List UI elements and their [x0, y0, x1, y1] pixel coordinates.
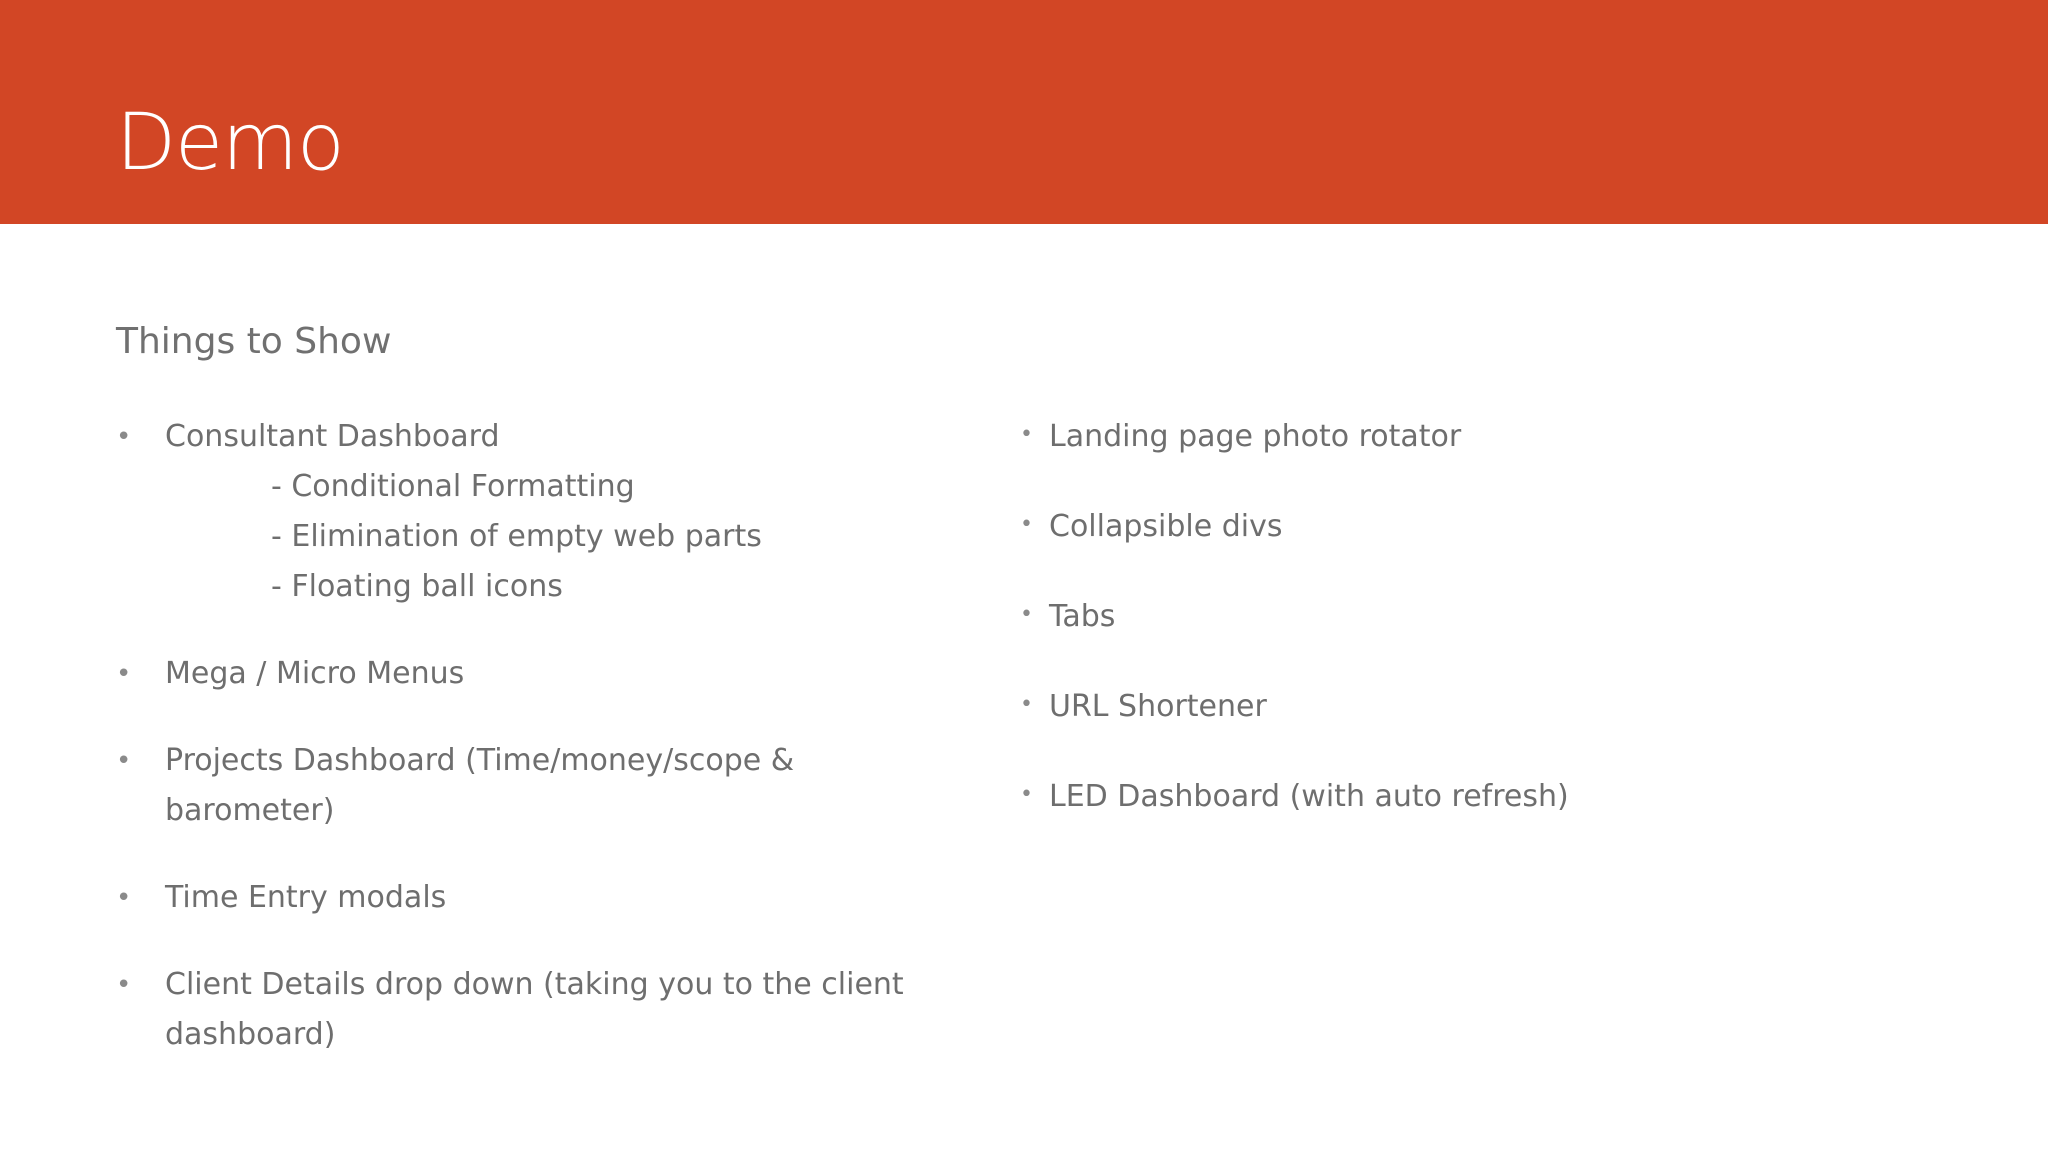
- list-item-label: Tabs: [1049, 599, 1116, 634]
- sub-list-item: - Conditional Formatting: [271, 469, 635, 504]
- list-item-label: Landing page photo rotator: [1049, 419, 1462, 454]
- bullet-icon: •: [116, 746, 132, 776]
- list-item: [116, 736, 966, 836]
- list-item-label: Projects Dashboard (Time/money/scope & barometer): [165, 743, 795, 828]
- list-item: [1020, 502, 1920, 552]
- list-item: [1020, 592, 1920, 642]
- bullet-icon: •: [1020, 782, 1033, 807]
- bullet-icon: •: [1020, 602, 1033, 627]
- list-item: [1020, 772, 1920, 822]
- sub-list: [165, 462, 966, 612]
- list-item: [116, 873, 966, 923]
- list-item-label: Time Entry modals: [165, 880, 447, 915]
- subheading: Things to Show: [116, 321, 392, 362]
- right-bullet-list: [1020, 412, 1920, 862]
- title-bar: [0, 0, 2048, 224]
- bullet-icon: •: [116, 970, 132, 1000]
- list-item-label: Collapsible divs: [1049, 509, 1283, 544]
- bullet-icon: •: [1020, 422, 1033, 447]
- left-bullet-list: [116, 412, 966, 1097]
- bullet-icon: •: [1020, 512, 1033, 537]
- sub-list-item: - Floating ball icons: [271, 569, 563, 604]
- list-item: [1020, 412, 1920, 462]
- bullet-icon: •: [116, 883, 132, 913]
- bullet-icon: •: [116, 659, 132, 689]
- bullet-icon: •: [116, 422, 132, 452]
- list-item-label: URL Shortener: [1049, 689, 1267, 724]
- list-item-label: LED Dashboard (with auto refresh): [1049, 779, 1569, 814]
- list-item: [1020, 682, 1920, 732]
- sub-list-item: - Elimination of empty web parts: [271, 519, 762, 554]
- slide-title: Demo: [116, 98, 344, 188]
- list-item: [116, 960, 945, 1060]
- list-item-label: Client Details drop down (taking you to the client dashboard): [165, 967, 904, 1052]
- bullet-icon: •: [1020, 692, 1033, 717]
- list-item-label: Mega / Micro Menus: [165, 656, 465, 691]
- list-item-label: Consultant Dashboard: [165, 419, 500, 454]
- list-item: [116, 412, 966, 612]
- list-item: [116, 649, 966, 699]
